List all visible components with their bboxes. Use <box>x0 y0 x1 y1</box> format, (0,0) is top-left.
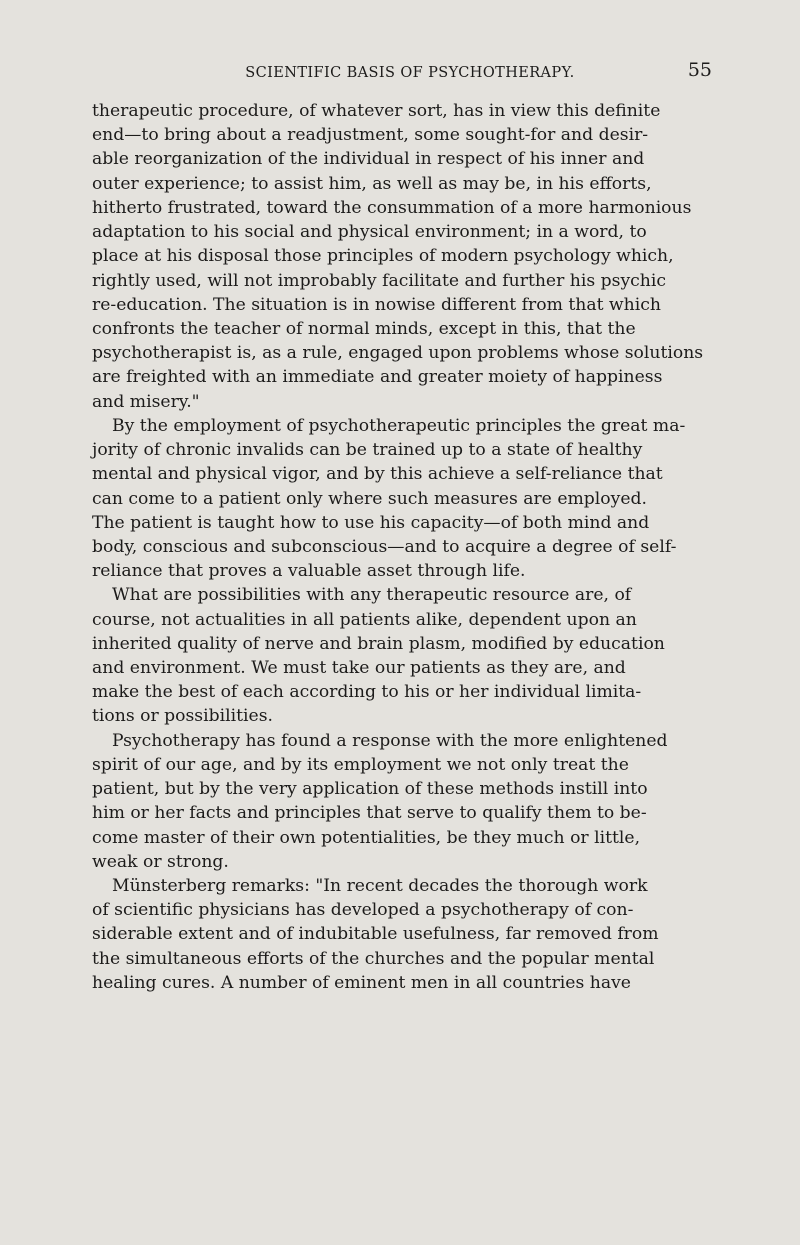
text-line: are freighted with an immediate and greater moiety of happiness <box>92 367 663 388</box>
text-line: healing cures. A number of eminent men in all countries have <box>92 972 631 993</box>
text-line: patient, but by the very application of these methods instill into <box>92 779 648 800</box>
text-line: end—to bring about a readjustment, some sought-for and desir- <box>92 125 649 146</box>
text-line: siderable extent and of indubitable usefulness, far removed from <box>92 924 659 945</box>
page-number: 55 <box>687 59 712 81</box>
text-line: mental and physical vigor, and by this achieve a self-reliance that <box>92 464 663 485</box>
text-line: hitherto frustrated, toward the consummation of a more harmonious <box>92 197 692 218</box>
text-line: course, not actualities in all patients alike, dependent upon an <box>92 609 637 630</box>
text-line: Psychotherapy has found a response with the more enlightened <box>112 730 668 751</box>
text-line: him or her facts and principles that serve to qualify them to be- <box>92 803 647 824</box>
running-head: SCIENTIFIC BASIS OF PSYCHOTHERAPY. <box>245 65 575 81</box>
text-line: The patient is taught how to use his capacity—of both mind and <box>92 512 650 533</box>
text-line: Münsterberg remarks: "In recent decades the thorough work <box>112 876 648 896</box>
text-line: adaptation to his social and physical environment; in a word, to <box>92 222 647 243</box>
text-line: therapeutic procedure, of whatever sort, has in view this definite <box>92 101 661 121</box>
text-line: What are possibilities with any therapeutic resource are, of <box>112 585 632 606</box>
text-line: spirit of our age, and by its employment we not only treat the <box>92 754 629 775</box>
text-line: body, conscious and subconscious—and to acquire a degree of self- <box>92 536 677 557</box>
text-line: come master of their own potentialities, be they much or little, <box>92 827 641 848</box>
text-line: the simultaneous efforts of the churches and the popular mental <box>92 948 655 969</box>
text-line: reliance that proves a valuable asset through life. <box>92 561 526 582</box>
text-line: place at his disposal those principles of modern psychology which, <box>92 246 674 267</box>
text-line: psychotherapist is, as a rule, engaged upon problems whose solutions <box>92 343 704 364</box>
text-line: tions or possibilities. <box>92 706 273 727</box>
text-line: of scientific physicians has developed a psychotherapy of con- <box>92 900 634 921</box>
text-line: jority of chronic invalids can be trained up to a state of healthy <box>92 440 643 461</box>
text-line: weak or strong. <box>92 851 229 872</box>
text-line: and environment. We must take our patients as they are, and <box>92 658 626 679</box>
text-line: rightly used, will not improbably facilitate and further his psychic <box>92 270 666 291</box>
text-line: re-education. The situation is in nowise different from that which <box>92 294 661 315</box>
text-line: outer experience; to assist him, as well as may be, in his efforts, <box>92 173 652 194</box>
text-line: By the employment of psychotherapeutic principles the great ma- <box>112 415 686 436</box>
body-text <box>92 99 712 995</box>
text-line: inherited quality of nerve and brain plasm, modified by education <box>92 633 665 654</box>
text-line: make the best of each according to his or her individual limita- <box>92 682 642 703</box>
text-line: and misery." <box>92 391 200 412</box>
text-line: able reorganization of the individual in respect of his inner and <box>92 149 645 170</box>
text-line: can come to a patient only where such measures are employed. <box>92 488 647 509</box>
text-line: confronts the teacher of normal minds, except in this, that the <box>92 318 636 339</box>
